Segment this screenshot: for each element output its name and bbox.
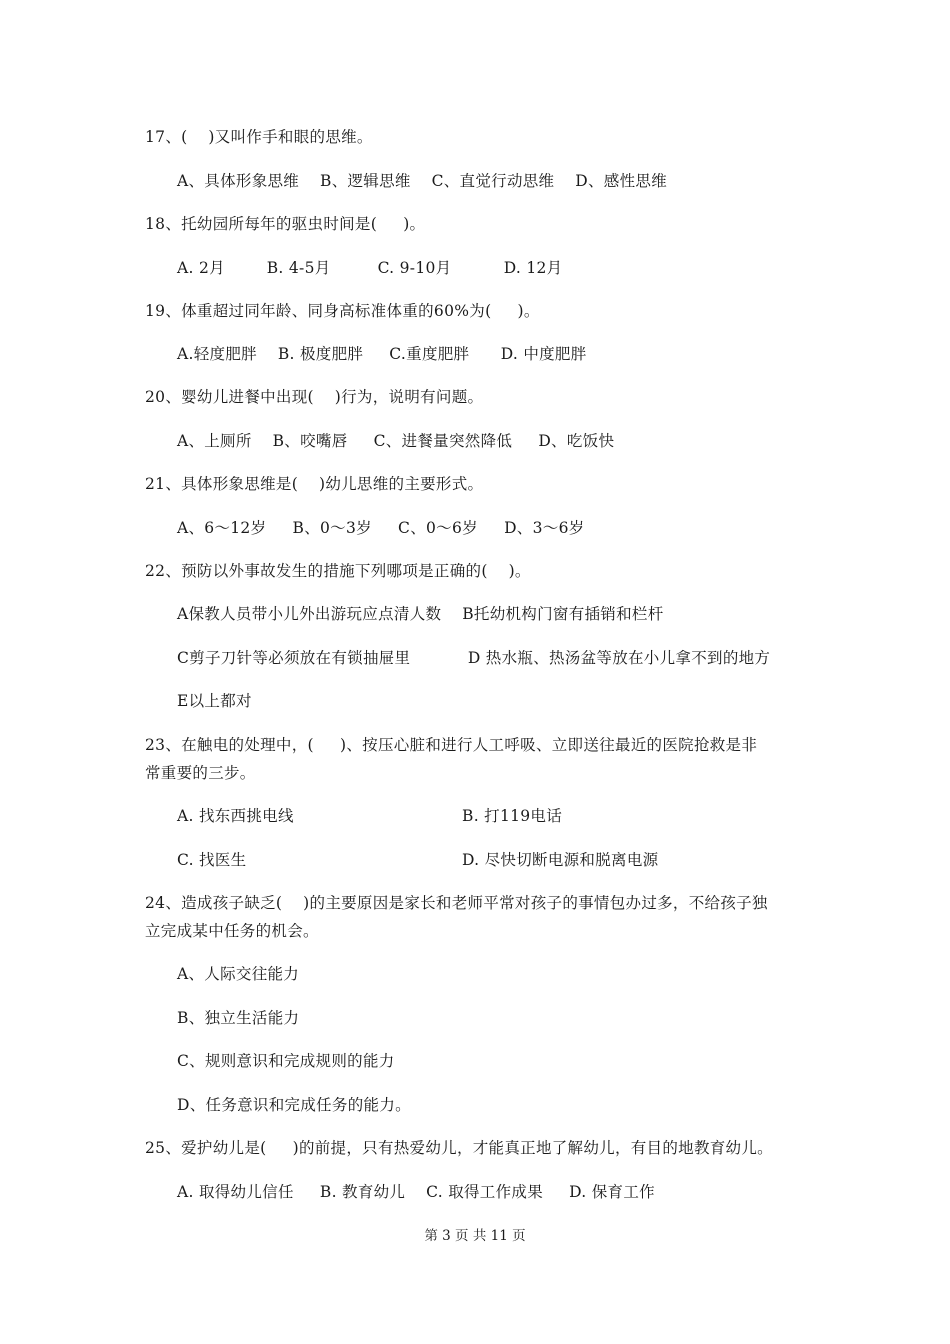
question-17-stem: 17、( )又叫作手和眼的思维。 bbox=[145, 128, 373, 146]
question-19-stem: 19、体重超过同年龄、同身高标准体重的60%为( )。 bbox=[145, 302, 540, 320]
question-25-options: A. 取得幼儿信任 B. 教育幼儿 C. 取得工作成果 D. 保育工作 bbox=[177, 1183, 655, 1201]
question-24-stem-line-2: 立完成某中任务的机会。 bbox=[145, 922, 319, 940]
question-24-stem-line-1: 24、造成孩子缺乏( )的主要原因是家长和老师平常对孩子的事情包办过多，不给孩子独 bbox=[145, 894, 768, 912]
question-21-options: A、6～12岁 B、0～3岁 C、0～6岁 D、3～6岁 bbox=[177, 519, 585, 537]
question-22-option-line-3: E以上都对 bbox=[177, 692, 252, 710]
question-23-option-b: B. 打119电话 bbox=[462, 807, 563, 825]
question-17-options: A、具体形象思维 B、逻辑思维 C、直觉行动思维 D、感性思维 bbox=[177, 172, 667, 190]
question-24-option-b: B、独立生活能力 bbox=[177, 1009, 300, 1027]
question-22-option-line-2: C剪子刀针等必须放在有锁抽屉里 D 热水瓶、热汤盆等放在小儿拿不到的地方 bbox=[177, 649, 771, 667]
question-24-option-c: C、规则意识和完成规则的能力 bbox=[177, 1052, 395, 1070]
question-19-options: A.轻度肥胖 B. 极度肥胖 C.重度肥胖 D. 中度肥胖 bbox=[177, 345, 587, 363]
question-20-stem: 20、婴幼儿进餐中出现( )行为，说明有问题。 bbox=[145, 388, 484, 406]
question-22-stem: 22、预防以外事故发生的措施下列哪项是正确的( )。 bbox=[145, 562, 531, 580]
question-23-option-c: C. 找医生 bbox=[177, 851, 247, 869]
question-20-options: A、上厕所 B、咬嘴唇 C、进餐量突然降低 D、吃饭快 bbox=[177, 432, 615, 450]
question-23-stem-line-2: 常重要的三步。 bbox=[145, 764, 256, 782]
page-number-footer: 第 3 页 共 11 页 bbox=[424, 1228, 526, 1244]
question-24-option-a: A、人际交往能力 bbox=[177, 965, 300, 983]
question-23-option-d: D. 尽快切断电源和脱离电源 bbox=[462, 851, 659, 869]
question-23-stem-line-1: 23、在触电的处理中，( )、按压心脏和进行人工呼吸、立即送往最近的医院抢救是非 bbox=[145, 736, 758, 754]
question-18-stem: 18、托幼园所每年的驱虫时间是( )。 bbox=[145, 215, 426, 233]
question-25-stem: 25、爱护幼儿是( )的前提，只有热爱幼儿，才能真正地了解幼儿，有目的地教育幼儿。 bbox=[145, 1139, 773, 1157]
question-18-options: A. 2月 B. 4-5月 C. 9-10月 D. 12月 bbox=[177, 259, 563, 277]
question-21-stem: 21、具体形象思维是( )幼儿思维的主要形式。 bbox=[145, 475, 484, 493]
question-22-option-line-1: A保教人员带小儿外出游玩应点清人数 B托幼机构门窗有插销和栏杆 bbox=[177, 605, 664, 623]
question-23-option-a: A. 找东西挑电线 bbox=[177, 807, 294, 825]
question-24-option-d: D、任务意识和完成任务的能力。 bbox=[177, 1096, 411, 1114]
